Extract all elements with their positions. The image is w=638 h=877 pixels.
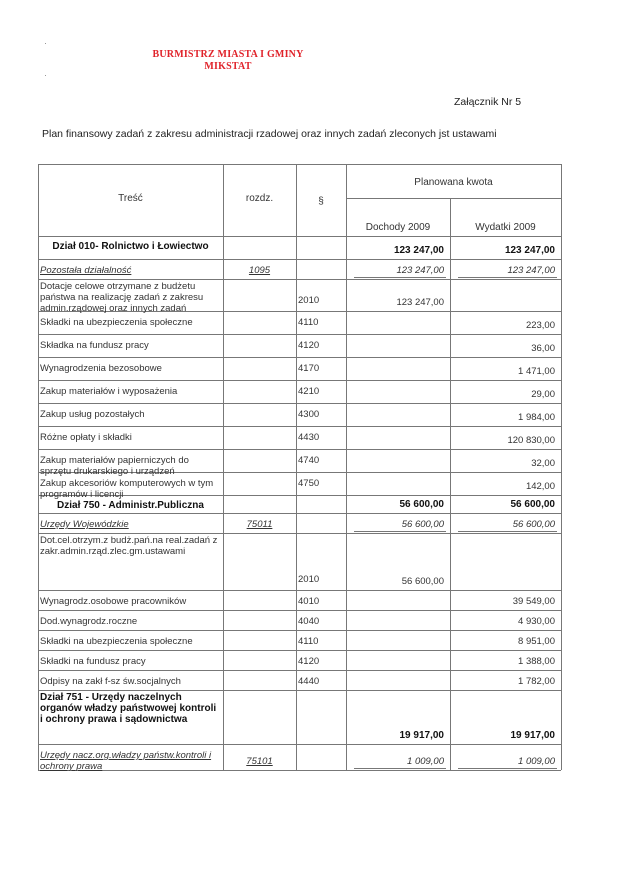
header-rozdz: rozdz.: [245, 193, 274, 204]
row-separator: [38, 630, 561, 631]
income-amount: 123 247,00: [396, 297, 444, 308]
paragraph-code: 4170: [298, 363, 320, 374]
expense-amount: 142,00: [525, 481, 555, 492]
header-wydatki: Wydatki 2009: [475, 222, 536, 233]
line-item-label: Składka na fundusz pracy: [40, 340, 149, 351]
amount-underline: [458, 277, 557, 278]
expense-amount: 56 600,00: [512, 519, 555, 530]
header-split-line: [346, 198, 561, 199]
row-separator: [38, 449, 561, 450]
paragraph-code: 4040: [298, 616, 320, 627]
scan-speck: ·: [44, 38, 47, 48]
document-title: Plan finansowy zadań z zakresu administracji rzadowej oraz innych zadań zleconych jst ustawami: [42, 128, 497, 140]
paragraph-code: 4120: [298, 340, 320, 351]
line-item-label: Wynagrodzenia bezosobowe: [40, 363, 162, 374]
row-separator: [38, 513, 561, 514]
expense-amount: 1 984,00: [518, 412, 555, 423]
expense-amount: 1 388,00: [518, 656, 555, 667]
expense-amount: 123 247,00: [504, 245, 555, 256]
line-item-label: Zakup akcesoriów komputerowych w tym programów i licencji: [40, 478, 214, 500]
income-amount: 56 600,00: [401, 576, 444, 587]
row-separator: [38, 426, 561, 427]
chapter-code: 75101: [246, 756, 273, 767]
amount-underline: [354, 531, 446, 532]
line-item-label: Zakup materiałów i wyposażenia: [40, 386, 178, 397]
official-stamp: [148, 49, 308, 73]
paragraph-code: 4210: [298, 386, 320, 397]
expense-amount: 56 600,00: [510, 499, 555, 510]
income-amount: 19 917,00: [399, 730, 444, 741]
income-amount: 123 247,00: [393, 245, 444, 256]
paragraph-code: 4120: [298, 656, 320, 667]
paragraph-code: 2010: [298, 295, 320, 306]
line-item-label: Składki na ubezpieczenia społeczne: [40, 636, 193, 647]
expense-amount: 120 830,00: [507, 435, 555, 446]
line-item-label: Odpisy na zakł f-sz św.socjalnych: [40, 676, 181, 687]
expense-amount: 4 930,00: [518, 616, 555, 627]
row-separator: [38, 690, 561, 691]
row-separator: [38, 279, 561, 280]
income-amount: 56 600,00: [401, 519, 444, 530]
header-dochody: Dochody 2009: [365, 222, 431, 233]
line-item-label: Dot.cel.otrzym.z budż.pań.na real.zadań z zakr.admin.rząd.zlec.gm.ustawami: [40, 535, 218, 557]
stamp-line-2: MIKSTAT: [204, 61, 252, 72]
scan-speck: ·: [44, 70, 47, 80]
paragraph-code: 4750: [298, 478, 320, 489]
line-item-label: Różne opłaty i składki: [40, 432, 132, 443]
paragraph-code: 4110: [298, 317, 319, 328]
chapter-heading: Urzędy nacz.org.władzy państw.kontroli i ochrony prawa: [40, 750, 212, 772]
paragraph-code: 4740: [298, 455, 320, 466]
chapter-heading: Pozostała działalność: [40, 265, 132, 276]
paragraph-code: 4110: [298, 636, 319, 647]
column-divider: [296, 164, 297, 770]
stamp-line-1: BURMISTRZ MIASTA I GMINY: [152, 49, 304, 60]
amount-underline: [354, 768, 446, 769]
header-bottom-border: [38, 236, 561, 237]
expense-amount: 223,00: [525, 320, 555, 331]
row-separator: [38, 380, 561, 381]
row-separator: [38, 744, 561, 745]
row-separator: [38, 334, 561, 335]
paragraph-code: 2010: [298, 574, 320, 585]
row-separator: [38, 670, 561, 671]
expense-amount: 36,00: [531, 343, 555, 354]
line-item-label: Wynagrodz.osobowe pracowników: [40, 596, 187, 607]
row-separator: [38, 650, 561, 651]
header-tresc: Treść: [118, 193, 143, 204]
line-item-label: Składki na ubezpieczenia społeczne: [40, 317, 193, 328]
expense-amount: 29,00: [531, 389, 555, 400]
chapter-heading: Urzędy Wojewódzkie: [40, 519, 129, 530]
expense-amount: 19 917,00: [510, 730, 555, 741]
expense-amount: 123 247,00: [507, 265, 555, 276]
expense-amount: 1 009,00: [518, 756, 555, 767]
attachment-number: Załącznik Nr 5: [454, 96, 522, 108]
paragraph-code: 4430: [298, 432, 320, 443]
row-separator: [38, 610, 561, 611]
section-heading: Dział 750 - Administr.Publiczna: [57, 500, 204, 511]
amount-underline: [354, 277, 446, 278]
line-item-label: Składki na fundusz pracy: [40, 656, 146, 667]
row-separator: [38, 590, 561, 591]
line-item-label: Zakup usług pozostałych: [40, 409, 145, 420]
column-divider: [223, 164, 224, 770]
section-heading: Dział 751 - Urzędy naczelnych organów władzy państwowej kontroli i ochrony prawa i sądownictwa: [40, 692, 217, 725]
expense-amount: 1 471,00: [518, 366, 555, 377]
row-separator: [38, 259, 561, 260]
expense-amount: 1 782,00: [518, 676, 555, 687]
line-item-label: Dod.wynagrodz.roczne: [40, 616, 138, 627]
header-paragraf: §: [318, 196, 324, 207]
paragraph-code: 4440: [298, 676, 320, 687]
amount-underline: [458, 531, 557, 532]
row-separator: [38, 533, 561, 534]
chapter-code: 75011: [246, 519, 273, 530]
row-separator: [38, 357, 561, 358]
paragraph-code: 4010: [298, 596, 320, 607]
chapter-code: 1095: [248, 265, 271, 276]
expense-amount: 39 549,00: [512, 596, 555, 607]
amount-underline: [458, 768, 557, 769]
income-amount: 123 247,00: [396, 265, 444, 276]
table-right-border: [561, 164, 562, 770]
expense-amount: 32,00: [531, 458, 555, 469]
table-top-border: [38, 164, 561, 165]
section-heading: Dział 010- Rolnictwo i Łowiectwo: [52, 241, 209, 252]
line-item-label: Dotacje celowe otrzymane z budżetu państwa na realizację zadań z zakresu admin.rządowej oraz innych zadań: [40, 281, 204, 314]
expense-amount: 8 951,00: [518, 636, 555, 647]
header-planowana-kwota: Planowana kwota: [414, 177, 493, 188]
line-item-label: Zakup materiałów papierniczych do sprzętu drukarskiego i urządzeń: [40, 455, 189, 477]
income-amount: 1 009,00: [407, 756, 444, 767]
paragraph-code: 4300: [298, 409, 320, 420]
table-left-border: [38, 164, 39, 770]
row-separator: [38, 403, 561, 404]
income-amount: 56 600,00: [399, 499, 444, 510]
